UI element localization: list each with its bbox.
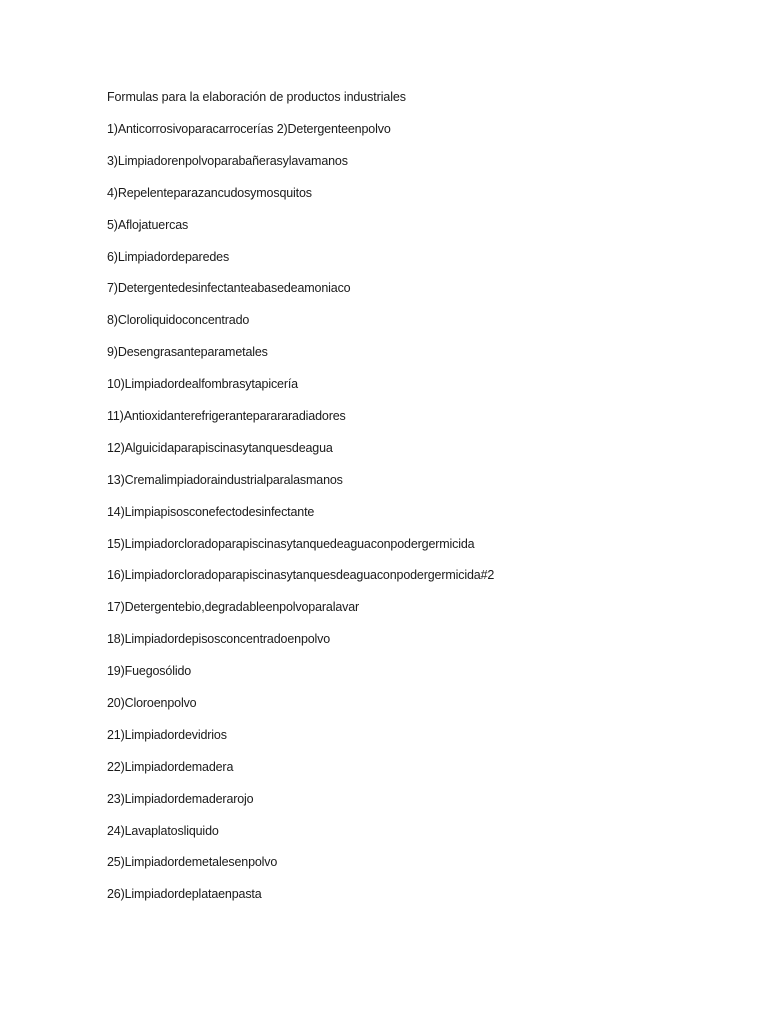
list-item: 20)Cloroenpolvo — [107, 696, 197, 711]
list-item: 24)Lavaplatosliquido — [107, 823, 219, 838]
list-item: 23)Limpiadordemaderarojo — [107, 791, 254, 806]
list-item: 6)Limpiadordeparedes — [107, 249, 230, 264]
list-item: 15)Limpiadorcloradoparapiscinasytanquedeaguaconpodergermicida — [107, 536, 475, 551]
list-item: 10)Limpiadordealfombrasytapicería — [107, 377, 298, 392]
list-item: 22)Limpiadordemadera — [107, 759, 234, 774]
list-item: 16)Limpiadorcloradoparapiscinasytanquesdeaguaconpodergermicida#2 — [107, 568, 495, 583]
list-item: 13)Cremalimpiadoraindustrialparalasmanos — [107, 472, 343, 487]
list-item: 7)Detergentedesinfectanteabasedeamoniaco — [107, 281, 351, 296]
list-item: 9)Desengrasanteparametales — [107, 345, 268, 360]
list-item: 5)Aflojatuercas — [107, 217, 189, 232]
list-item: 25)Limpiadordemetalesenpolvo — [107, 855, 278, 870]
list-item: 14)Limpiapisosconefectodesinfectante — [107, 504, 315, 519]
list-item: 8)Cloroliquidoconcentrado — [107, 313, 250, 328]
list-item: 19)Fuegosólido — [107, 664, 192, 679]
formula-list — [107, 121, 494, 918]
list-item: 1)Anticorrosivoparacarrocerías 2)Detergenteenpolvo — [107, 122, 391, 136]
list-item: 4)Repelenteparazancudosymosquitos — [107, 185, 312, 200]
list-item: 17)Detergentebio,degradableenpolvoparalavar — [107, 600, 360, 615]
list-item: 21)Limpiadordevidrios — [107, 727, 227, 742]
list-item: 11)Antioxidanterefrigeranteparararadiadores — [107, 409, 346, 424]
document-title: Formulas para la elaboración de productos industriales — [107, 90, 406, 104]
list-item: 26)Limpiadordeplataenpasta — [107, 887, 262, 902]
list-item: 3)Limpiadorenpolvoparabañerasylavamanos — [107, 153, 348, 168]
list-item: 18)Limpiadordepisosconcentradoenpolvo — [107, 632, 331, 647]
list-item: 12)Alguicidaparapiscinasytanquesdeagua — [107, 440, 333, 455]
